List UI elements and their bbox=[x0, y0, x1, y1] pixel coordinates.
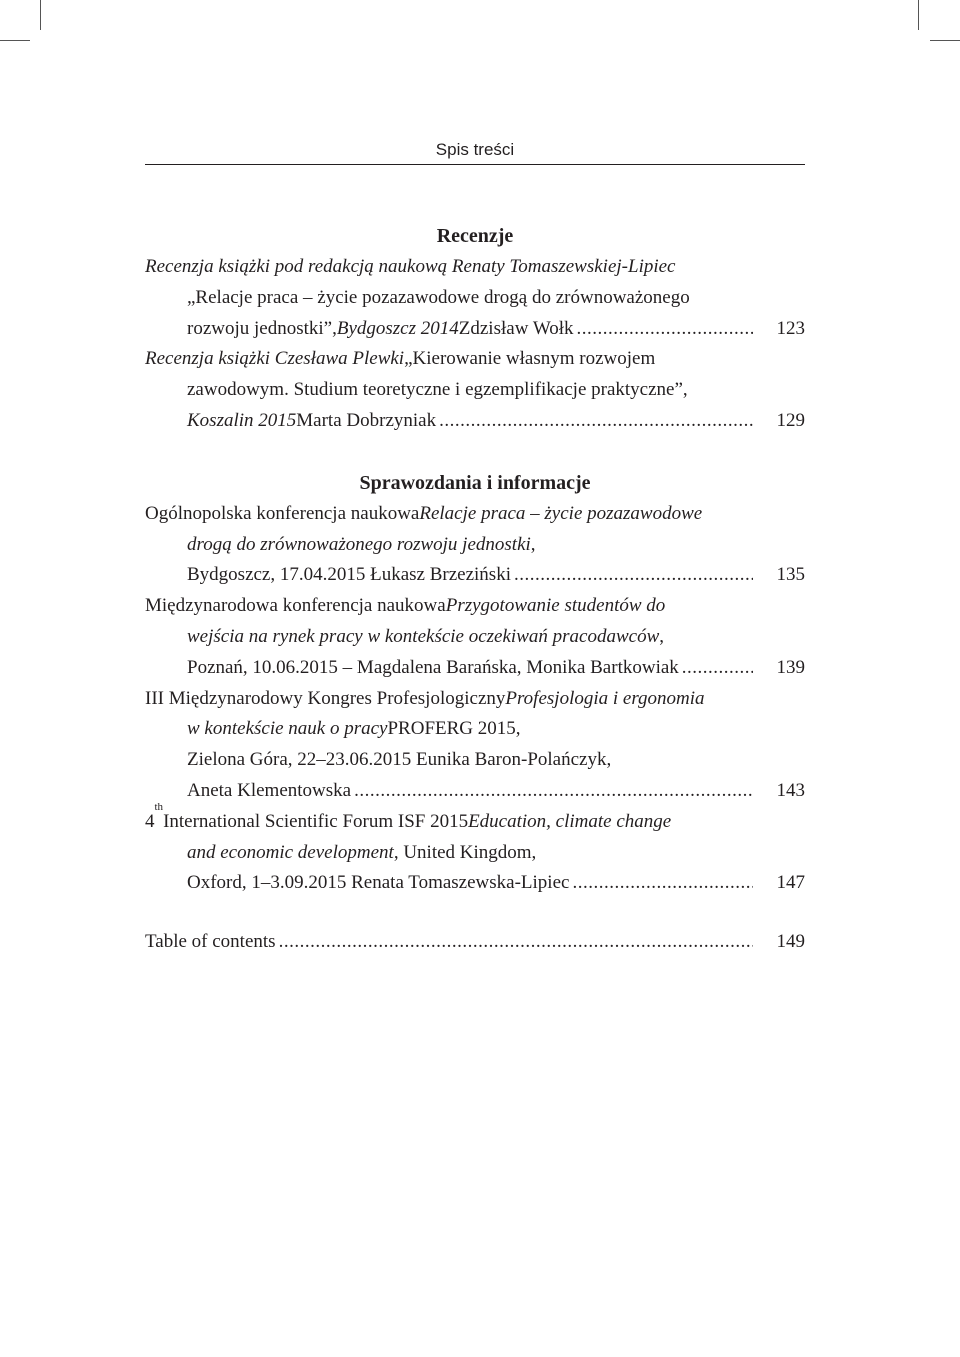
section-title-sprawozdania: Sprawozdania i informacje bbox=[359, 471, 591, 494]
entry-author: Bydgoszcz, 17.04.2015 Łukasz Brzeziński bbox=[187, 564, 511, 586]
entry-line: Zielona Góra, 22–23.06.2015 Eunika Baron-Polańczyk, bbox=[187, 749, 612, 771]
page-number: 135 bbox=[776, 564, 805, 586]
dot-leader bbox=[514, 560, 753, 591]
entry-title: wejścia na rynek pracy w kontekście oczekiwań pracodawców bbox=[187, 625, 660, 647]
entry-line: Ogólnopolska konferencja naukowa bbox=[145, 502, 420, 524]
page-number: 139 bbox=[776, 656, 805, 678]
toc-entry-forum-isf[interactable] bbox=[145, 800, 805, 899]
entry-place-date: Koszalin 2015 bbox=[187, 409, 297, 431]
dot-leader bbox=[577, 314, 753, 345]
crop-mark-top-left-h bbox=[0, 40, 30, 41]
dot-leader bbox=[439, 406, 753, 437]
entry-title: w kontekście nauk o pracy bbox=[187, 718, 388, 740]
entry-title: Relacje praca – życie pozazawodowe bbox=[419, 502, 703, 524]
dot-leader bbox=[682, 653, 753, 684]
running-header bbox=[145, 140, 805, 165]
dot-leader bbox=[279, 927, 753, 958]
crop-mark-top-right-h bbox=[930, 40, 960, 41]
entry-punct: , bbox=[659, 625, 664, 647]
entry-line: III Międzynarodowy Kongres Profesjologiczny bbox=[145, 687, 506, 709]
entry-author: Zdzisław Wołk bbox=[458, 317, 574, 339]
entry-line: International Scientific Forum ISF 2015 bbox=[163, 810, 469, 832]
section-title-recenzje: Recenzje bbox=[436, 225, 514, 247]
entry-line: Recenzja książki pod redakcją naukową Renaty Tomaszewskiej-Lipiec bbox=[145, 256, 676, 277]
entry-punct: , bbox=[530, 533, 536, 555]
toc-entry-recenzja-wolk[interactable] bbox=[145, 252, 805, 344]
toc-entry-recenzja-dobrzyniak[interactable] bbox=[145, 344, 805, 436]
entry-line: Recenzja książki Czesława Plewki bbox=[145, 348, 405, 370]
entry-line: Międzynarodowa konferencja naukowa bbox=[145, 595, 446, 617]
table-of-contents bbox=[145, 220, 805, 958]
toc-entry-table-of-contents[interactable] bbox=[145, 927, 805, 958]
entry-author: Aneta Klementowska bbox=[187, 779, 352, 801]
entry-line: zawodowym. Studium teoretyczne i egzemplifikacje praktyczne”, bbox=[187, 379, 688, 401]
crop-mark-top-left bbox=[40, 0, 41, 30]
toc-entry-konferencja-poznan[interactable] bbox=[145, 591, 805, 683]
entry-author: Oxford, 1–3.09.2015 Renata Tomaszewska-Lipiec bbox=[187, 872, 570, 894]
entry-place-date: Bydgoszcz 2014 bbox=[336, 317, 459, 339]
dot-leader bbox=[572, 868, 753, 899]
page-number: 129 bbox=[776, 409, 805, 431]
entry-line: rozwoju jednostki”, bbox=[187, 317, 337, 339]
entry-ordinal-suffix: th bbox=[154, 800, 164, 813]
page-number: 123 bbox=[776, 317, 805, 339]
page-number: 149 bbox=[776, 931, 805, 953]
entry-line: „Kierowanie własnym rozwojem bbox=[404, 348, 656, 370]
entry-title: Profesjologia i ergonomia bbox=[505, 687, 705, 709]
entry-line: , United Kingdom, bbox=[393, 841, 537, 863]
toc-entry-kongres-proferg[interactable] bbox=[145, 684, 805, 807]
entry-ordinal: 4 bbox=[145, 810, 155, 832]
running-title: Spis treści bbox=[435, 140, 515, 159]
entry-title: drogą do zrównoważonego rozwoju jednostki bbox=[187, 533, 531, 555]
entry-author: Marta Dobrzyniak bbox=[296, 409, 437, 431]
entry-line: „Relacje praca – życie pozazawodowe drogą do zrównoważonego bbox=[187, 286, 690, 308]
entry-title: Education, climate change bbox=[468, 810, 672, 832]
entry-title: Przygotowanie studentów do bbox=[445, 595, 666, 617]
crop-mark-top-right bbox=[918, 0, 919, 30]
entry-line: Table of contents bbox=[145, 931, 276, 953]
toc-entry-konferencja-bydgoszcz[interactable] bbox=[145, 499, 805, 591]
entry-author: Poznań, 10.06.2015 – Magdalena Barańska, Monika Bartkowiak bbox=[187, 656, 679, 678]
dot-leader bbox=[354, 776, 753, 807]
page-number: 147 bbox=[776, 872, 805, 894]
entry-title: and economic development bbox=[187, 841, 394, 863]
page-number: 143 bbox=[776, 779, 805, 801]
entry-line: PROFERG 2015, bbox=[387, 718, 521, 740]
